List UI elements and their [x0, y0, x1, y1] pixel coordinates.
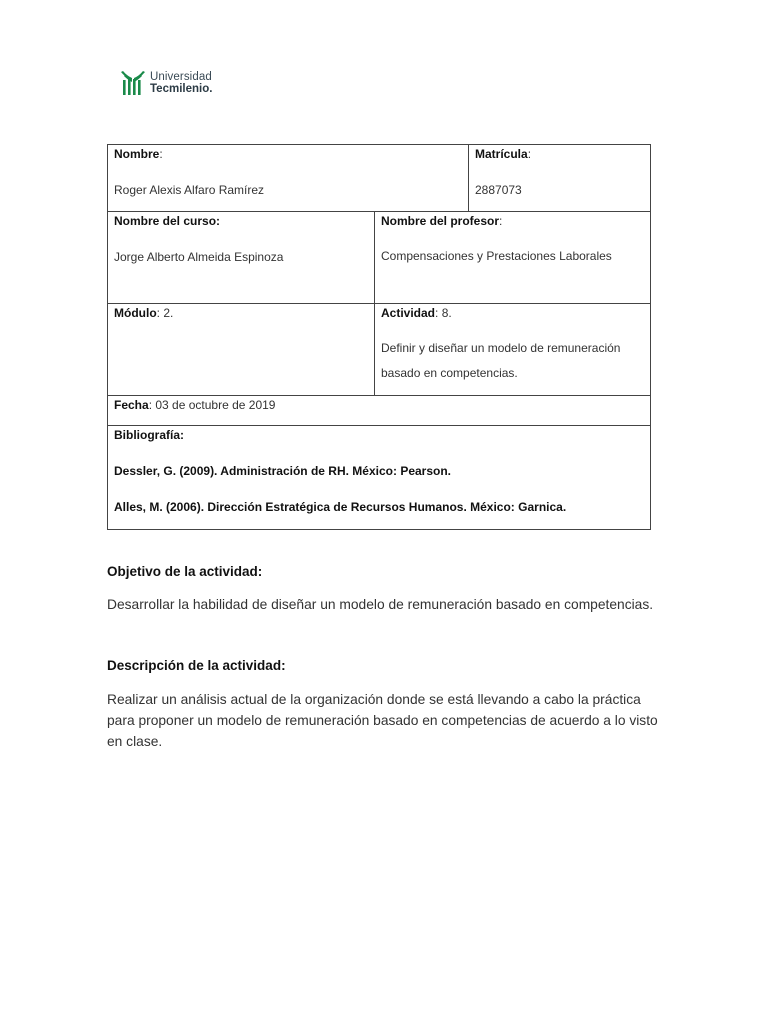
logo-line1: Universidad: [150, 71, 212, 83]
profesor-cell: Nombre del profesor: Compensaciones y Prestaciones Laborales: [375, 212, 651, 304]
matricula-value: 2887073: [475, 183, 522, 197]
fecha-cell: Fecha: 03 de octubre de 2019: [108, 396, 651, 426]
fecha-value: 03 de octubre de 2019: [155, 398, 276, 412]
objetivo-body: Desarrollar la habilidad de diseñar un modelo de remuneración basado en competencias.: [107, 597, 654, 612]
modulo-label: Módulo: [114, 306, 157, 320]
actividad-value: 8.: [441, 306, 452, 320]
matricula-cell: Matrícula: 2887073: [469, 145, 651, 212]
profesor-label: Nombre del profesor: [381, 214, 500, 228]
actividad-label: Actividad: [381, 306, 436, 320]
actividad-cell: Actividad: 8. Definir y diseñar un modelo de remuneración basado en competencias.: [375, 304, 651, 396]
actividad-description: Definir y diseñar un modelo de remuneración basado en competencias.: [381, 341, 621, 380]
modulo-value: 2.: [163, 306, 174, 320]
modulo-cell: Módulo: 2.: [108, 304, 375, 396]
logo-line2: Tecmilenio.: [150, 83, 213, 95]
bib-entry-2: Alles, M. (2006). Dirección Estratégica de Recursos Humanos. México: Garnica.: [114, 500, 567, 514]
tecmilenio-leaf-icon: [120, 68, 146, 98]
descripcion-section: [107, 658, 667, 752]
objetivo-section: [107, 564, 667, 615]
descripcion-title: Descripción de la actividad:: [107, 658, 286, 673]
nombre-label: Nombre: [114, 147, 160, 161]
nombre-cell: Nombre: Roger Alexis Alfaro Ramírez: [108, 145, 469, 212]
university-logo: [120, 68, 212, 98]
profesor-value: Compensaciones y Prestaciones Laborales: [381, 249, 612, 263]
descripcion-body: Realizar un análisis actual de la organización donde se está llevando a cabo la práctica para proponer un modelo de remuneración basado en competencias de acuerdo a lo visto en clase.: [107, 692, 658, 749]
bib-entry-1: Dessler, G. (2009). Administración de RH. México: Pearson.: [114, 464, 452, 478]
bibliografia-label: Bibliografía:: [114, 428, 185, 442]
curso-cell: [108, 212, 375, 304]
curso-label: Nombre del curso:: [114, 214, 221, 228]
curso-value: Jorge Alberto Almeida Espinoza: [114, 250, 284, 264]
matricula-label: Matrícula: [475, 147, 528, 161]
info-table: [107, 144, 651, 530]
nombre-value: Roger Alexis Alfaro Ramírez: [114, 183, 265, 197]
objetivo-title: Objetivo de la actividad:: [107, 564, 263, 579]
fecha-label: Fecha: [114, 398, 149, 412]
bibliografia-cell: [108, 426, 651, 530]
